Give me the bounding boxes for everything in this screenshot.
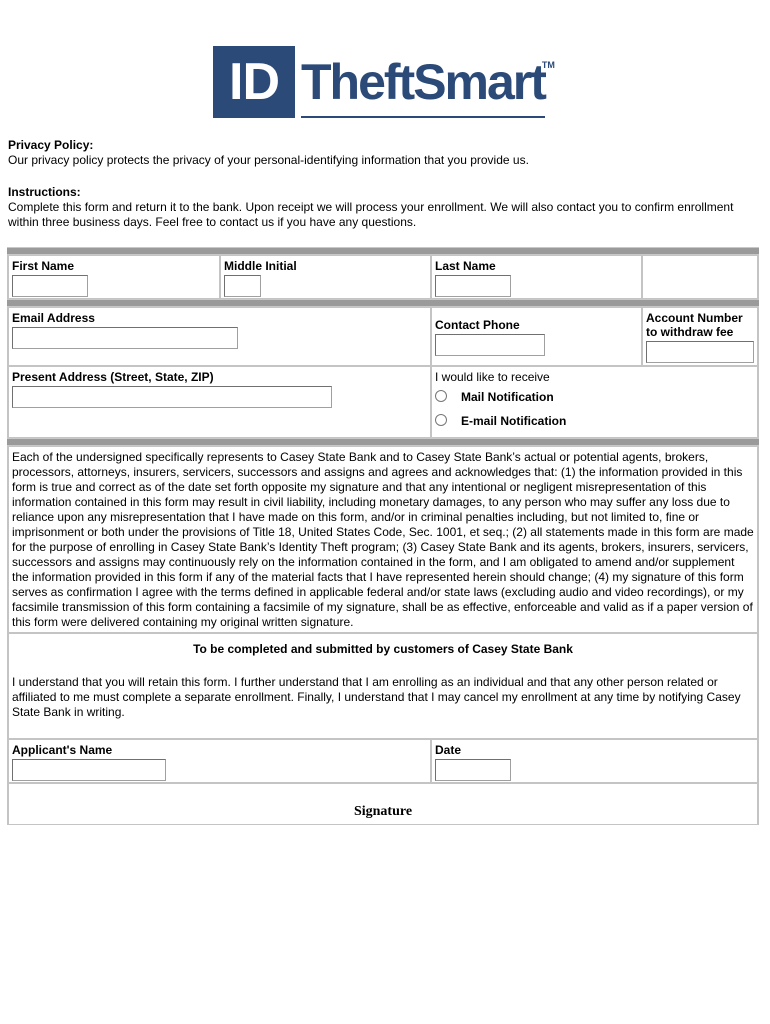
email-cell [8, 307, 431, 366]
account-number-cell [642, 307, 758, 366]
instructions-text: Complete this form and return it to the bank. Upon receipt we will process your enrollment. We will also contact you to confirm enrollment within three business days. Feel free to contact us if you have any questions. [8, 200, 734, 229]
understand-text: I understand that you will retain this form. I further understand that I am enrolling as an individual and that any other person related or affiliated to me must complete a separate enrollment. Finally, I understand that I may cancel my enrollment at any time by notifying Casey State Bank in writing. [12, 675, 741, 719]
legal-paragraph: Each of the undersigned specifically represents to Casey State Bank and to Casey State Bank’s actual or potential agents, brokers, processors, attorneys, insurers, servicers, successors and assigns and agrees and acknowledges that: (1) the information provided in this form is true and correct as of the date set forth opposite my signature and that any intentional or negligent misrepresentation of this information contained in this form may result in civil liability, including monetary damages, to any person who may suffer any loss due to reliance upon any misrepresentation that I have made on this form, and/or in criminal penalties including, but not limited to, fine or imprisonment or both under the provisions of Title 18, United States Code, Sec. 1001, et seq.; (2) all statements made in this form are made for the purpose of enrolling in Casey State Bank’s Identity Theft program; (3) Casey State Bank and its agents, brokers, insurers, servicers, successors and assigns may continuously rely on the information contained in the form, and I am obligated to amend and/or supplement the information provided in this form if any of the material facts that I have represented herein should change; (4) my signature of this form serves as confirmation I agree with the terms defined in applicable federal and/or state laws (excluding audio and video recordings), or my facsimile transmission of this form containing a facsimile of my signature, shall be as effective, enforceable and valid as if a paper version of this form were delivered containing my original written signature. [8, 446, 758, 633]
completion-heading: To be completed and submitted by customers of Casey State Bank [193, 642, 573, 656]
logo-id-block: ID [213, 46, 295, 118]
address-label: Present Address (Street, State, ZIP) [12, 370, 214, 384]
last-name-cell [431, 255, 642, 299]
address-cell [8, 366, 431, 438]
email-notification-radio[interactable] [435, 414, 447, 426]
applicant-name-cell [8, 739, 431, 783]
last-name-input[interactable] [435, 275, 511, 297]
notification-cell [431, 366, 758, 438]
date-cell [431, 739, 758, 783]
signature-label: Signature [353, 804, 413, 819]
privacy-policy-section [8, 138, 748, 168]
first-name-label: First Name [12, 259, 75, 273]
middle-initial-label: Middle Initial [224, 259, 297, 273]
email-notification-label: E-mail Notification [461, 414, 567, 428]
privacy-policy-text: Our privacy policy protects the privacy of your personal-identifying information that you provide us. [8, 153, 529, 167]
logo-trademark: TM [541, 60, 555, 70]
mail-notification-radio[interactable] [435, 390, 447, 402]
privacy-policy-heading: Privacy Policy: [8, 138, 94, 152]
receive-label: I would like to receive [435, 370, 550, 384]
logo-underline [301, 116, 545, 118]
completion-cell [8, 633, 758, 739]
first-name-cell [8, 255, 220, 299]
last-name-label: Last Name [435, 259, 496, 273]
enrollment-form [7, 247, 759, 825]
completion-row [7, 633, 759, 739]
first-name-input[interactable] [12, 275, 88, 297]
logo-wordmark: TheftSmart [301, 54, 545, 110]
applicant-name-input[interactable] [12, 759, 166, 781]
applicant-name-label: Applicant's Name [12, 743, 113, 757]
applicant-row [7, 739, 759, 783]
form-separator [7, 247, 759, 255]
legal-row [7, 446, 759, 633]
email-label: Email Address [12, 311, 95, 325]
theftsmart-logo [213, 46, 555, 118]
contact-phone-label: Contact Phone [435, 318, 520, 332]
account-number-label: Account Number to withdraw fee [646, 311, 743, 339]
contact-phone-input[interactable] [435, 334, 545, 356]
signature-cell[interactable] [8, 783, 758, 825]
middle-initial-input[interactable] [224, 275, 261, 297]
contact-row [7, 307, 759, 366]
instructions-section [8, 185, 748, 230]
empty-cell [642, 255, 758, 299]
address-row [7, 366, 759, 438]
date-input[interactable] [435, 759, 511, 781]
name-row [7, 255, 759, 299]
middle-initial-cell [220, 255, 431, 299]
form-separator [7, 438, 759, 446]
form-separator [7, 299, 759, 307]
instructions-heading: Instructions: [8, 185, 81, 199]
account-number-input[interactable] [646, 341, 754, 363]
contact-phone-cell [431, 307, 642, 366]
email-notification-option[interactable] [435, 414, 754, 428]
mail-notification-label: Mail Notification [461, 390, 554, 404]
mail-notification-option[interactable] [435, 390, 754, 404]
email-input[interactable] [12, 327, 238, 349]
date-label: Date [435, 743, 462, 757]
address-input[interactable] [12, 386, 332, 408]
signature-row [7, 783, 759, 825]
